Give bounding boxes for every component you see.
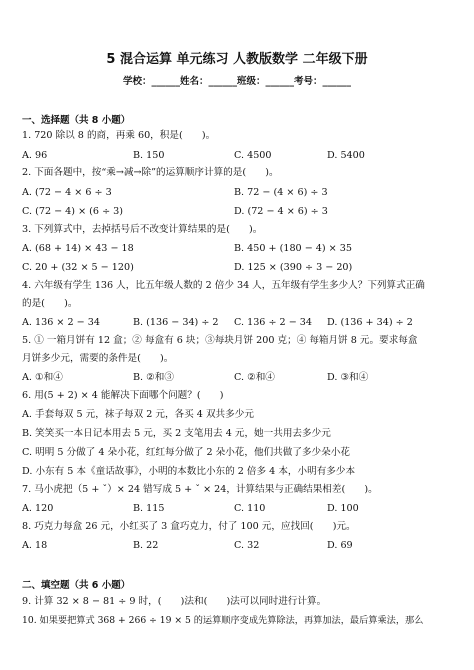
question-1-stem: 1. 720 除以 8 的商，再乘 60，积是( )。 (22, 130, 216, 141)
question-1-option-b: B. 150 (133, 150, 165, 161)
question-4-stem-line-1: 4. 六年级有学生 136 人，比五年级人数的 2 倍少 34 人，五年级有学生多少人？下列算式正确 (22, 280, 425, 291)
question-1-option-d: D. 5400 (327, 150, 365, 161)
question-7-option-c: C. 110 (234, 503, 266, 514)
question-2-option-c: C. (72 − 4) × (6 ÷ 3) (22, 206, 124, 217)
section-heading-fill-blank: 二、填空题（共 6 小题） (22, 580, 131, 591)
question-5-option-a: A. ①和④ (22, 372, 63, 383)
section-heading-choice: 一、选择题（共 8 小题） (22, 115, 131, 126)
question-3-stem: 3. 下列算式中，去掉括号后不改变计算结果的是( )。 (22, 224, 263, 235)
question-5-option-b: B. ②和③ (133, 372, 174, 383)
question-8-option-b: B. 22 (133, 540, 159, 551)
question-1-option-a: A. 96 (22, 150, 48, 161)
question-8-option-d: D. 69 (327, 540, 353, 551)
question-2-option-b: B. 72 − (4 × 6) ÷ 3 (234, 187, 328, 198)
question-3-option-c: C. 20 + (32 × 5 − 120) (22, 262, 134, 273)
question-1-option-c: C. 4500 (234, 150, 272, 161)
question-3-option-d: D. 125 × (390 ÷ 3 − 20) (234, 262, 353, 273)
question-6-option-a: A. 手套每双 5 元，袜子每双 2 元，各买 4 双共多少元 (22, 409, 254, 420)
question-8-option-a: A. 18 (22, 540, 48, 551)
question-3-option-a: A. (68 + 14) × 43 − 18 (22, 243, 134, 254)
question-4-option-a: A. 136 × 2 − 34 (22, 317, 100, 328)
question-5-stem-line-1: 5. ① 一箱月饼有 12 盒；② 每盒有 6 块；③每块月饼 200 克；④ 每箱月饼 8 元。要求每盒 (22, 335, 418, 346)
question-9-stem: 9. 计算 32 × 8 − 81 ÷ 9 时，( )法和( )法可以同时进行计算。 (22, 596, 327, 607)
question-6-stem: 6. 用(5 + 2) × 4 能解决下面哪个问题？( ) (22, 390, 224, 401)
question-6-option-c: C. 明明 5 分做了 4 朵小花，红红每分做了 2 朵小花，他们共做了多少朵小花 (22, 447, 350, 458)
question-7-option-b: B. 115 (133, 503, 165, 514)
question-8-stem: 8. 巧克力每盒 26 元，小红买了 3 盒巧克力，付了 100 元，应找回( )元。 (22, 521, 356, 532)
question-10-stem: 10. 如果要把算式 368 + 266 ÷ 19 × 5 的运算顺序变成先算除法，再算加法，最后算乘法，那么 (22, 615, 424, 626)
question-6-option-d: D. 小东有 5 本《童话故事》，小明的本数比小东的 2 倍多 4 本，小明有多少本 (22, 466, 356, 477)
question-7-stem: 7. 马小虎把（5 + ˇ）× 24 错写成 5 + ˇ × 24，计算结果与正确结果相差( )。 (22, 484, 378, 495)
question-2-option-d: D. (72 − 4 × 6) ÷ 3 (234, 206, 328, 217)
question-7-option-a: A. 120 (22, 503, 54, 514)
question-6-option-b: B. 笑笑买一本日记本用去 5 元，买 2 支笔用去 4 元，她一共用去多少元 (22, 428, 331, 439)
page-title: 5 混合运算 单元练习 人教版数学 二年级下册 (106, 52, 368, 67)
question-5-option-c: C. ②和④ (234, 372, 275, 383)
question-4-option-d: D. (136 + 34) ÷ 2 (327, 317, 413, 328)
question-3-option-b: B. 450 + (180 − 4) × 35 (234, 243, 352, 254)
question-2-option-a: A. (72 − 4 × 6 ÷ 3 (22, 187, 112, 198)
student-info-line: 学校：______姓名：______班级：______考号：______ (122, 76, 351, 87)
question-5-option-d: D. ③和④ (327, 372, 369, 383)
question-8-option-c: C. 32 (234, 540, 260, 551)
question-5-stem-line-2: 月饼多少元，需要的条件是( )。 (22, 353, 174, 364)
question-4-option-b: B. (136 − 34) ÷ 2 (133, 317, 219, 328)
question-2-stem: 2. 下面各题中，按“乘→减→除”的运算顺序计算的是( )。 (22, 167, 279, 178)
question-4-stem-line-2: 的是( )。 (22, 298, 78, 309)
question-4-option-c: C. 136 ÷ 2 − 34 (234, 317, 312, 328)
question-7-option-d: D. 100 (327, 503, 359, 514)
